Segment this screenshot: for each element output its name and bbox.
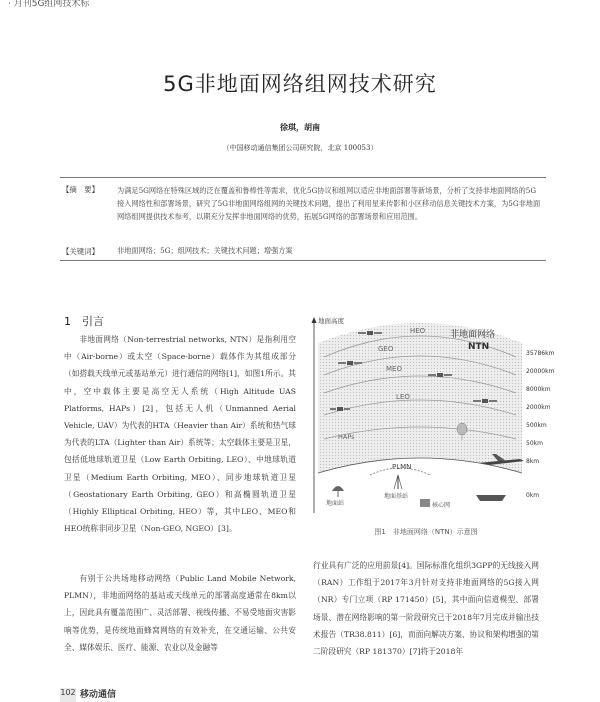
intro-paragraph-2 (64, 570, 296, 656)
journal-name: 移动通信 (80, 690, 117, 700)
alt-8000km: 8000km (526, 386, 551, 393)
abstract-text: 为满足5G网络在特殊区域的泛在覆盖和鲁棒性等需求，优化5G协议和组网以适应非地面部署等新场景，分析了支持非地面网络的5G接入网络性和部署场景，研究了5G非地面网络组网的关键技术问题，提出了利用星来传影和小区移动信息关键技术方案，为5G非地面网络组网提供技术参考，以期充分发挥非地面网络的优势，拓展5G网络的部署场景和应用范围。 (117, 186, 541, 221)
y-axis-label: 地面高度 (318, 317, 344, 325)
layer-haps: HAPs (338, 433, 355, 441)
ground-label-ground-station: 地面站 (326, 500, 345, 507)
abstract-label: 【摘 要】 (62, 185, 99, 194)
intro-para-1-text: 非地面网络（Non-terrestrial networks, NTN）是指利用空中（Air-borne）或太空（Space-borne）载体作为其组成部分（如搭载天线单元或基站单元）进行通信的网络[1]，如图1所示。其中，空中载体主要是高空无人系统（High Altitude UAS Platforms, HAPs）[2]，包括无人机（Unmanned Aerial Vehicle, UAV）为代表的HTA（Heavier than Air）系统和热气球为代表的LTA（Lighter than Air）系统等；太空载体主要是卫星，包括低地球轨道卫星（Low Earth Orbiting, LEO）、中地球轨道卫星（Medium Earth Orbiting, MEO）、同步地球轨道卫星（Geostationary Earth Orbiting, GEO）和高椭圆轨道卫星（Highly Elliptical Orbiting, HEO）等，其中LEO、MEO和HEO统称非同步卫星（Non-GEO, NGEO）[3]。 (64, 335, 296, 534)
sky-background (318, 323, 522, 473)
y-axis-arrow-icon (312, 317, 317, 323)
core-network-icon (420, 499, 430, 507)
keywords-text: 非地面网络；5G；组网技术；关键技术问题；增强方案 (117, 246, 293, 255)
intro-para-3-text: 行业具有广泛的应用前景[4]。国际标准化组织3GPP的无线接入网（RAN）工作组于2017年3月针对支持非地面网络的5G接入网（NR）专门立项（RP 171450）[5]，其中面向信道模型、部署场景、潜在网络影响的第一阶段研究已于2018年7月完成并输出技术报告（TR38.811）[6]，而面向解决方案、协议和架构增强的第二阶段研究（RP 181370）[7]将于2018年 (313, 561, 539, 657)
figure-caption: 图1 非地面网络（NTN）示意图 (374, 528, 478, 536)
alt-2000km: 2000km (526, 404, 551, 411)
paper-affiliation: （中国移动通信集团公司研究院，北京 100053） (222, 144, 378, 152)
alt-35786km: 35786km (526, 350, 555, 357)
figure-title-en: NTN (468, 342, 490, 352)
figure-title-cn: 非地面网络 (450, 330, 496, 340)
abstract-bottom-rule (60, 260, 546, 261)
intro-paragraph-1 (64, 331, 296, 537)
alt-500km: 500km (526, 422, 547, 429)
alt-8km: 8km (526, 458, 540, 465)
ground-label-plmn: PLMN (392, 463, 412, 471)
abstract-top-rule (60, 177, 546, 178)
figure-ntn-diagram (310, 313, 555, 523)
paper-title: 5G非地面网络组网技术研究 (163, 72, 437, 96)
keywords-label: 【关键词】 (62, 247, 99, 256)
section-heading: 1 引言 (64, 315, 104, 328)
layer-leo: LEO (396, 393, 410, 401)
paper-authors: 徐琪，胡南 (280, 122, 320, 132)
alt-20000km: 20000km (526, 368, 555, 375)
ground-label-base-station: 地面基站 (384, 493, 409, 500)
intro-para-2-text: 有别于公共场地移动网络（Public Land Mobile Network, PLMN），非地面网络的基站或天线单元的部署高度通常在8km以上，因此具有覆盖范围广、灵活部署、视线传播、不易受地面灾害影响等优势，是传统地面蜂窝网络的有效补充，在交通运输、公共安全、媒体娱乐、医疗、能源、农业以及金融等 (64, 574, 296, 652)
ship-icon (476, 495, 506, 501)
alt-0km: 0km (526, 492, 540, 499)
ntn-diagram-svg (310, 313, 555, 523)
page-number: 102 (60, 688, 76, 702)
layer-meo: MEO (386, 365, 402, 373)
ground-label-core-network: 核心网 (432, 502, 451, 509)
journal-tag: · 月刊5G组网技术标 (8, 0, 90, 9)
layer-heo: HEO (410, 327, 426, 335)
intro-paragraph-3 (313, 557, 539, 660)
layer-geo: GEO (378, 345, 394, 353)
alt-50km: 50km (526, 440, 543, 447)
